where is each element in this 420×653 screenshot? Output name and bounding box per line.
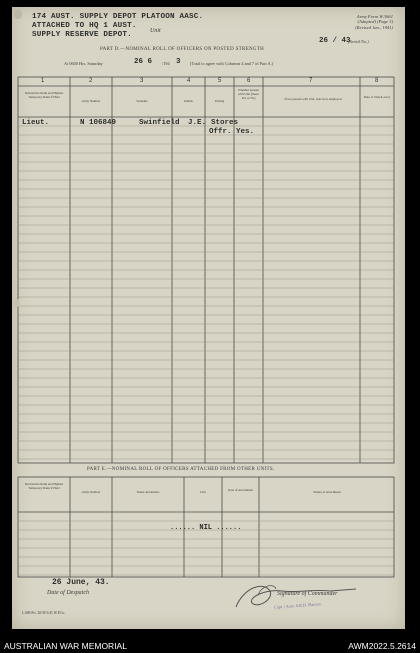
e-col-header-unit: Unit (200, 490, 206, 494)
print-note: L.600 Prt. 20/39 3/41 W.P.Co. (22, 611, 66, 615)
form-ref-line-3: (Revised Jan., 1941) (355, 24, 393, 30)
date-suffix: (Total to agree with Columns 4 and 7 of Part A.) (190, 61, 274, 66)
col-num-3: 3 (140, 78, 144, 84)
col-header-posting: Posting (214, 99, 225, 103)
caption-right: AWM2022.5.2614 (348, 641, 416, 651)
punch-hole (14, 9, 22, 19)
commander-label: Signature of Commander (277, 591, 338, 597)
serial-label: (Serial No.) (348, 39, 369, 44)
col-num-5: 5 (218, 78, 222, 84)
e-col-header-number: Army Number (81, 490, 101, 494)
e-col-header-rank: Substantive Rank and Highest Temporary Rank if Held (24, 482, 64, 490)
unit-line-2: ATTACHED TO HQ 1 AUST. (32, 22, 137, 30)
col-header-surname: Surname (136, 99, 148, 103)
form-sheet (12, 7, 405, 629)
part-e-title: PART E.—NOMINAL ROLL OF OFFICERS ATTACHED FROM OTHER UNITS. (87, 467, 275, 472)
unit-line-3: SUPPLY RESERVE DEPOT. (32, 31, 132, 39)
col-num-6: 6 (247, 78, 251, 84)
unit-line-1: 174 AUST. SUPPLY DEPOT PLATOON AASC. (32, 13, 204, 21)
e-col-header-name: Name and Initials (136, 490, 160, 494)
nil-entry: ...... NIL ...... (170, 524, 242, 532)
date-prefix: At 0600 Hrs. Saturday (64, 61, 103, 66)
despatch-date: 26 June, 43. (52, 578, 110, 587)
row-number: N 106849 (80, 119, 117, 127)
form-ref-line-1: Army Form W.3661 (356, 14, 393, 19)
col-header-employed: If not present with Unit, state how employed (284, 97, 342, 101)
serial-value: 26 / 43 (319, 37, 351, 45)
punch-hole (14, 299, 20, 307)
col-num-7: 7 (309, 78, 313, 84)
year-typed: 3 (176, 58, 181, 66)
caption-bar (0, 638, 420, 653)
row-posting-2: Offr. (209, 128, 232, 136)
col-num-4: 4 (187, 78, 191, 84)
unit-stamp: Capt. | Aust. S.R.D. Platoon (273, 601, 321, 610)
unit-label: Unit (150, 28, 161, 34)
col-num-2: 2 (89, 78, 93, 84)
col-header-initials: Initials (184, 99, 193, 103)
col-num-1: 1 (41, 78, 45, 84)
commander-signature (230, 577, 370, 617)
col-header-struck: Date of Struck-away (363, 95, 391, 99)
date-typed: 26 6 (134, 58, 153, 66)
row-initials: J.E. (188, 119, 207, 127)
col-num-8: 8 (375, 78, 379, 84)
year-prefix: /194 (162, 61, 170, 66)
caption-left: AUSTRALIAN WAR MEMORIAL (4, 641, 127, 651)
part-d-title: PART D.—NOMINAL ROLL OF OFFICERS ON POSTED STRENGTH (100, 47, 265, 52)
row-rank: Lieut. (22, 119, 50, 127)
col-header-number: Army Number (81, 99, 101, 103)
e-col-header-nature: Nature of Attachment (313, 490, 341, 494)
col-header-rank: Substantive Rank and Highest Temporary Rank if Held (24, 91, 64, 99)
e-col-header-date: Date of Attachment (228, 488, 253, 492)
row-posting: Stores (211, 119, 239, 127)
row-surname: Swinfield (139, 119, 180, 127)
despatch-label: Date of Despatch (47, 590, 89, 596)
col-header-present: Whether present with Unit (insert Yes or No) (237, 88, 260, 100)
form-ref-line-2: (Adapted) (Page 3) (357, 19, 393, 25)
row-present: Yes. (236, 128, 255, 136)
